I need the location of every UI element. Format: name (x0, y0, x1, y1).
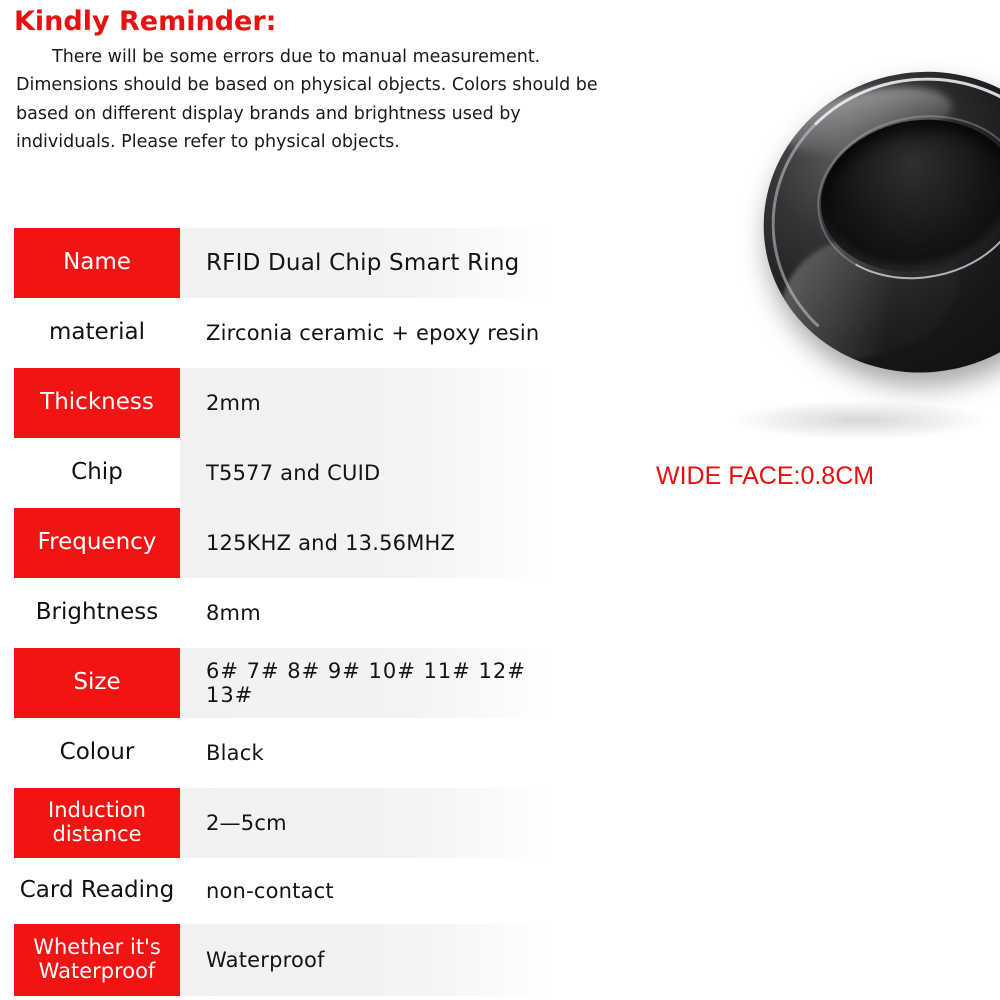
table-row (14, 508, 550, 578)
wide-face-caption: WIDE FACE:0.8CM (656, 462, 875, 490)
spec-value-material: Zirconia ceramic + epoxy resin (206, 321, 540, 345)
reminder-body (14, 43, 610, 156)
spec-value-card-reading: non-contact (206, 879, 334, 903)
spec-label-colour: Colour (59, 739, 135, 766)
spec-value-chip: T5577 and CUID (180, 438, 550, 508)
table-row (14, 578, 550, 648)
spec-label-material: material (49, 319, 145, 346)
spec-label-waterproof: Whether it's Waterproof (14, 924, 180, 996)
spec-value-frequency: 125KHZ and 13.56MHZ (180, 508, 550, 578)
spec-value-waterproof: Waterproof (180, 924, 550, 996)
table-row (14, 648, 550, 718)
table-row (14, 228, 550, 298)
reminder-body-text: There will be some errors due to manual measurement. Dimensions should be based on physical objects. Colors should be based on different display brands and brightness used by individuals. Please refer to physical objects. (16, 47, 598, 153)
table-row (14, 298, 550, 368)
table-row (14, 718, 550, 788)
specification-table (14, 228, 550, 996)
spec-value-size: 6# 7# 8# 9# 10# 11# 12# 13# (180, 648, 550, 718)
spec-label-brightness: Brightness (35, 599, 159, 626)
table-row (14, 924, 550, 996)
spec-value-thickness: 2mm (180, 368, 550, 438)
spec-value-induction-distance: 2—5cm (180, 788, 550, 858)
spec-label-chip: Chip (71, 459, 123, 486)
smart-ring-image (738, 41, 1000, 430)
spec-label-card-reading: Card Reading (19, 877, 175, 904)
kindly-reminder-block (0, 0, 620, 156)
spec-label-name: Name (14, 228, 180, 298)
spec-label-induction-distance: Induction distance (14, 788, 180, 858)
spec-value-brightness: 8mm (206, 601, 261, 625)
spec-label-thickness: Thickness (14, 368, 180, 438)
spec-label-frequency: Frequency (14, 508, 180, 578)
table-row (14, 368, 550, 438)
reminder-title: Kindly Reminder: (14, 6, 277, 37)
spec-label-size: Size (14, 648, 180, 718)
table-row (14, 438, 550, 508)
spec-value-colour: Black (206, 741, 264, 765)
table-row (14, 788, 550, 858)
spec-value-name: RFID Dual Chip Smart Ring (180, 228, 550, 298)
table-row (14, 858, 550, 924)
